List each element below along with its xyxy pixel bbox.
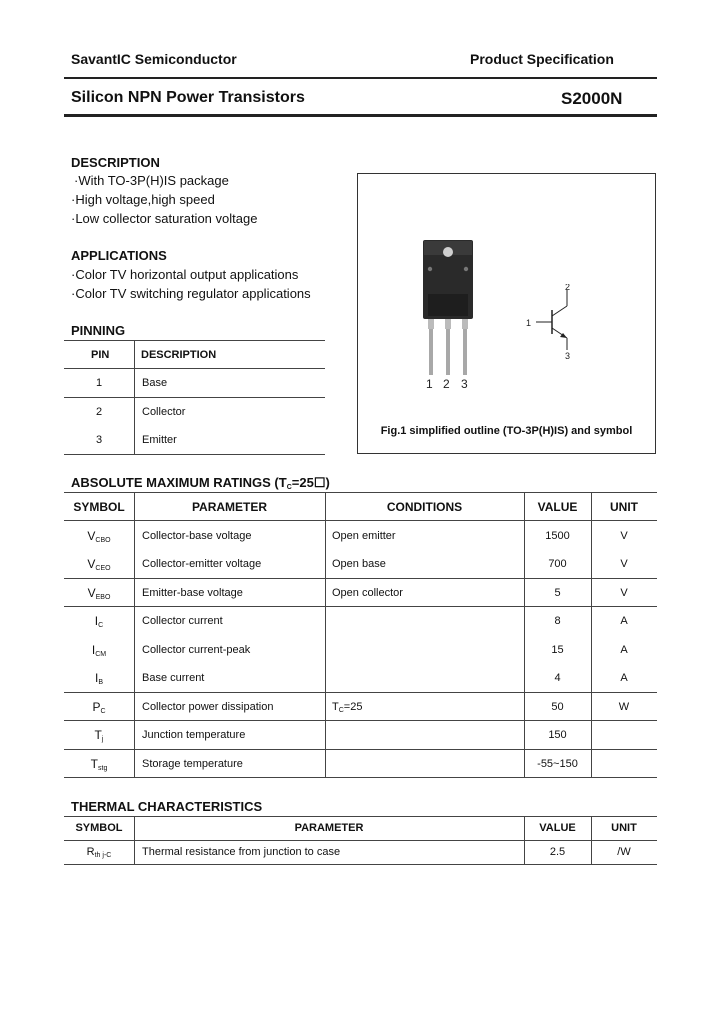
rating-parameter: Base current (142, 672, 205, 684)
thermal-parameter-header: PARAMETER (294, 822, 364, 834)
rating-parameter: Collector current-peak (142, 644, 251, 656)
transistor-outline-image (358, 174, 655, 453)
pin-number: 1 (96, 377, 103, 389)
company-name: SavantIC Semiconductor (71, 51, 237, 67)
thermal-value-header: VALUE (539, 822, 576, 834)
value-header: VALUE (537, 500, 578, 514)
rating-parameter: Collector-base voltage (142, 530, 252, 542)
header-rule-top (64, 77, 657, 79)
rating-value: 4 (554, 672, 561, 684)
part-number: S2000N (561, 89, 623, 108)
npn-transistor-symbol-icon (518, 284, 578, 359)
rating-value: 15 (551, 644, 564, 656)
pin-number: 2 (96, 406, 103, 418)
rating-condition: Open emitter (332, 530, 396, 542)
rating-value: 50 (551, 701, 564, 713)
unit-header: UNIT (610, 500, 638, 514)
rating-condition: Open collector (332, 587, 403, 599)
symbol-label-collector: 2 (565, 284, 571, 292)
description-item: ·Low collector saturation voltage (71, 211, 258, 226)
rating-value: 8 (554, 615, 561, 627)
rating-condition: $T_C=25$ (332, 701, 363, 714)
applications-item: ·Color TV switching regulator applications (71, 286, 311, 301)
description-item: ·High voltage,high speed (71, 192, 215, 207)
rating-symbol: $I_{CM}$ (91, 643, 107, 658)
symbol-label-base: 1 (526, 318, 532, 328)
figure-caption: Fig.1 simplified outline (TO-3P(H)IS) and symbol (380, 425, 633, 437)
applications-item: ·Color TV horizontal output applications (71, 267, 299, 282)
outline-pin-label: 2 (443, 377, 450, 391)
thermal-symbol-header: SYMBOL (75, 822, 123, 834)
thermal-title: THERMAL CHARACTERISTICS (71, 799, 263, 814)
description-title: DESCRIPTION (71, 155, 160, 170)
conditions-header: CONDITIONS (386, 500, 463, 514)
rating-value: -55~150 (537, 758, 578, 770)
rating-symbol: $I_C$ (94, 614, 104, 629)
thermal-value: 2.5 (549, 846, 566, 858)
rating-value: 150 (548, 729, 567, 741)
description-item: ·With TO-3P(H)IS package (74, 173, 229, 188)
rating-symbol: $V_{CEO}$ (87, 557, 111, 572)
outline-pin-label: 3 (461, 377, 468, 391)
rating-symbol: $T_j$ (94, 728, 104, 743)
thermal-parameter: Thermal resistance from junction to case (142, 846, 341, 858)
rating-symbol: $V_{EBO}$ (87, 586, 111, 601)
pinning-title: PINNING (71, 323, 126, 338)
rating-unit: A (620, 615, 628, 627)
symbol-header: SYMBOL (73, 500, 125, 514)
rating-condition: Open base (332, 558, 386, 570)
rating-symbol: $V_{CBO}$ (87, 529, 111, 544)
thermal-symbol: $R_{th j-C}$ (86, 846, 112, 859)
outline-pin-label: 1 (426, 377, 433, 391)
abs-max-title: ABSOLUTE MAXIMUM RATINGS $(T_C=25☐)$ (71, 475, 330, 491)
pin-header: PIN (91, 349, 110, 361)
header-rule-bottom (64, 114, 657, 117)
doc-type: Product Specification (470, 51, 614, 67)
rating-parameter: Collector power dissipation (142, 701, 274, 713)
rating-unit: W (618, 701, 630, 713)
rating-unit: V (620, 558, 628, 570)
rating-symbol: $I_B$ (94, 671, 103, 686)
rating-parameter: Emitter-base voltage (142, 587, 243, 599)
pin-description-header: DESCRIPTION (141, 349, 217, 361)
rating-value: 700 (548, 558, 567, 570)
rating-unit: V (620, 587, 628, 599)
rating-symbol: $T_{stg}$ (90, 757, 108, 772)
product-line: Silicon NPN Power Transistors (71, 89, 305, 106)
thermal-unit: /W (617, 846, 631, 858)
rating-parameter: Collector-emitter voltage (142, 558, 262, 570)
applications-title: APPLICATIONS (71, 248, 167, 263)
rating-parameter: Junction temperature (142, 729, 246, 741)
rating-unit: A (620, 672, 628, 684)
rating-symbol: $P_C$ (92, 700, 106, 715)
rating-parameter: Storage temperature (142, 758, 243, 770)
pin-number: 3 (96, 434, 103, 446)
rating-value: 5 (554, 587, 561, 599)
pin-description: Collector (142, 406, 186, 418)
rating-unit: V (620, 530, 628, 542)
parameter-header: PARAMETER (191, 500, 268, 514)
rating-unit: A (620, 644, 628, 656)
pin-description: Base (142, 377, 168, 389)
rating-parameter: Collector current (142, 615, 223, 627)
symbol-label-emitter: 3 (565, 351, 571, 359)
rating-value: 1500 (545, 530, 570, 542)
thermal-unit-header: UNIT (611, 822, 637, 834)
pin-description: Emitter (142, 434, 177, 446)
figure-box (357, 173, 656, 454)
